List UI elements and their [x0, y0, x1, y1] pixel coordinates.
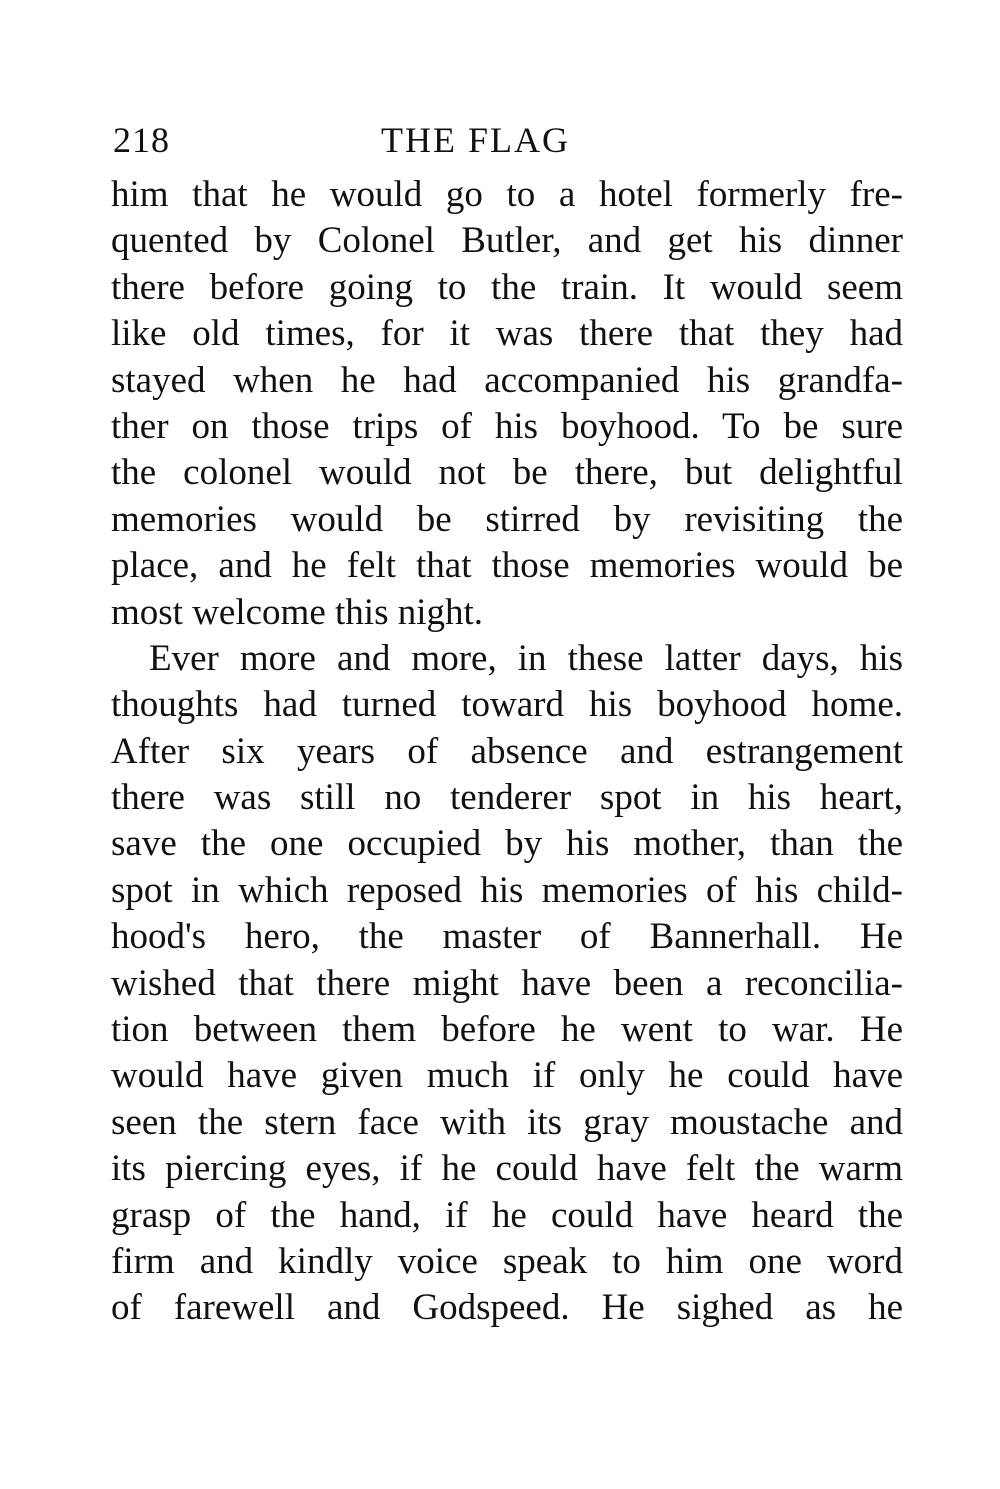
text-line: grasp of the hand, if he could have heard the — [111, 1194, 903, 1236]
paragraph-first-line: Ever more and more, in these latter days, his — [149, 637, 903, 679]
text-line: like old times, for it was there that they had — [111, 313, 903, 355]
text-line: tion between them before he went to war. He — [111, 1009, 903, 1051]
text-line: quented by Colonel Butler, and get his dinner — [111, 220, 903, 262]
text-line: firm and kindly voice speak to him one word — [111, 1240, 903, 1282]
text-line: stayed when he had accompanied his grandfa- — [111, 359, 903, 401]
text-line: him that he would go to a hotel formerly fre- — [111, 174, 903, 215]
text-line: place, and he felt that those memories would be — [111, 545, 903, 587]
text-line: most welcome this night. — [111, 591, 484, 633]
text-line: there was still no tenderer spot in his heart, — [111, 777, 903, 819]
text-line: would have given much if only he could have — [111, 1055, 903, 1097]
text-line: After six years of absence and estrangement — [111, 730, 903, 772]
text-line: spot in which reposed his memories of his child- — [111, 869, 903, 911]
text-line: memories would be stirred by revisiting the — [111, 498, 903, 540]
text-line: of farewell and Godspeed. He sighed as he — [111, 1287, 903, 1329]
text-line: ther on those trips of his boyhood. To be sure — [111, 405, 903, 447]
text-line: the colonel would not be there, but delightful — [111, 452, 903, 494]
body-text — [111, 172, 903, 1332]
text-line: wished that there might have been a reconcilia- — [111, 962, 903, 1004]
running-title: THE FLAG — [381, 120, 570, 160]
page-number: 218 — [113, 120, 170, 160]
text-line: thoughts had turned toward his boyhood home. — [111, 684, 903, 726]
text-line: seen the stern face with its gray moustache and — [111, 1101, 903, 1143]
text-line: hood's hero, the master of Bannerhall. He — [111, 916, 903, 958]
running-head — [113, 112, 673, 168]
text-line: its piercing eyes, if he could have felt the warm — [111, 1148, 903, 1190]
text-line: save the one occupied by his mother, than the — [111, 823, 903, 865]
text-line: there before going to the train. It would seem — [111, 266, 903, 308]
